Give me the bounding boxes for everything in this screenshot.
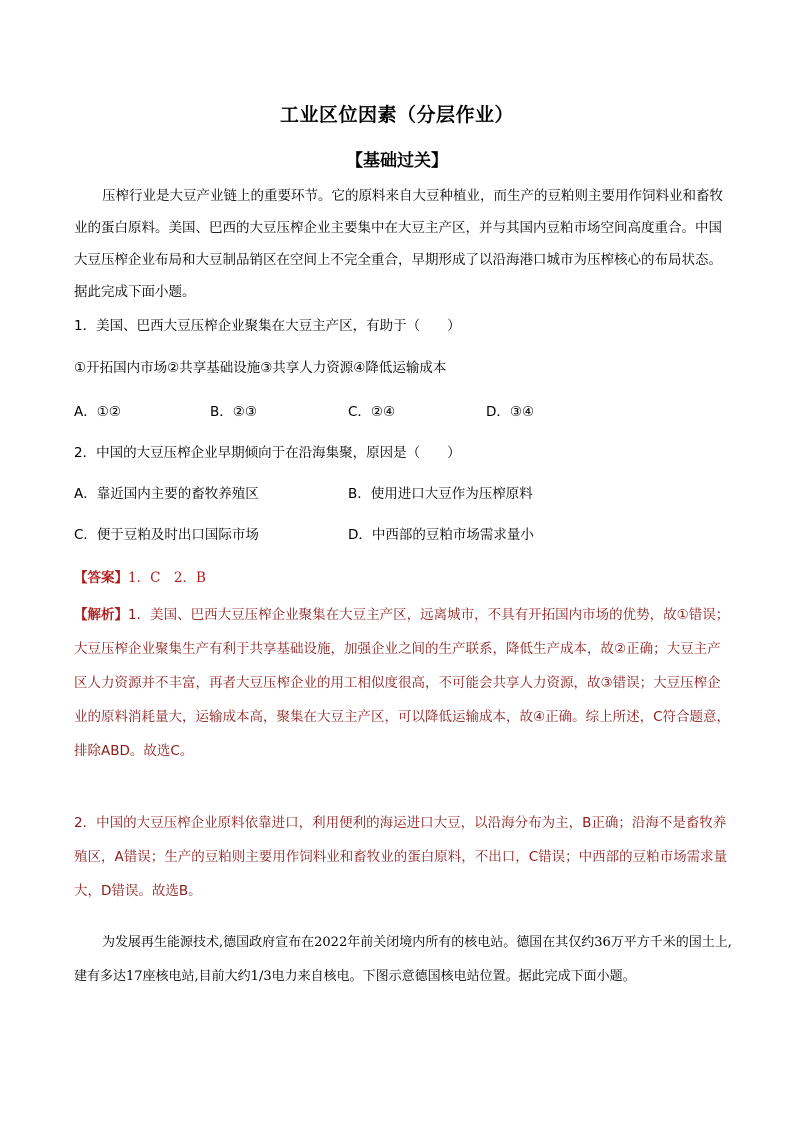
answer-line xyxy=(74,566,206,586)
question-2-option-c: C．便于豆粕及时出口国际市场 xyxy=(74,527,259,543)
answer-text: 1．C 2．B xyxy=(128,570,206,586)
question-1-option-b: B．②③ xyxy=(210,404,257,420)
question-1-items: ①开拓国内市场②共享基础设施③共享人力资源④降低运输成本 xyxy=(74,360,447,376)
question-1-stem: 1．美国、巴西大豆压榨企业聚集在大豆主产区，有助于（ ） xyxy=(74,318,461,334)
question-1-option-d: D．③④ xyxy=(486,404,535,420)
question-2-option-b: B．使用进口大豆作为压榨原料 xyxy=(348,486,533,502)
explanation-tag: 【解析】 xyxy=(74,607,128,623)
question-1-option-a: A．①② xyxy=(74,404,121,420)
answer-tag: 【答案】 xyxy=(74,570,128,586)
question-2-stem: 2．中国的大豆压榨企业早期倾向于在沿海集聚，原因是（ ） xyxy=(74,445,461,461)
section-heading: 【基础过关】 xyxy=(346,151,448,171)
explanation-text-1: 1．美国、巴西大豆压榨企业聚集在大豆主产区，远离城市，不具有开拓国内市场的优势，故①错误；大豆压榨企业聚集生产有利于共享基础设施，加强企业之间的生产联系，降低生产成本，故②正确；大豆主产区人力资源并不丰富，再者大豆压榨企业的用工相似度很高，不可能会共享人力资源，故③错误；大豆压榨企业的原料消耗量大，运输成本高，聚集在大豆主产区，可以降低运输成本，故④正确。综上所述，C符合题意，排除ABD。故选C。 xyxy=(74,607,731,759)
intro-passage: 压榨行业是大豆产业链上的重要环节。它的原料来自大豆种植业，而生产的豆粕则主要用作饲料业和畜牧业的蛋白原料。美国、巴西的大豆压榨企业主要集中在大豆主产区，并与其国内豆粕市场空间高度重合。中国大豆压榨企业布局和大豆制品销区在空间上不完全重合，早期形成了以沿海港口城市为压榨核心的布局状态。据此完成下面小题。 xyxy=(74,188,723,300)
explanation-paragraph-2: 2．中国的大豆压榨企业原料依靠进口，利用便利的海运进口大豆，以沿海分布为主，B正确；沿海不是畜牧养殖区，A错误；生产的豆粕则主要用作饲料业和畜牧业的蛋白原料，不出口，C错误；中西部的豆粕市场需求量大，D错误。故选B。 xyxy=(74,815,728,899)
question-1-option-c: C．②④ xyxy=(348,404,396,420)
explanation-paragraph-1 xyxy=(74,598,734,768)
question-2-option-a: A．靠近国内主要的畜牧养殖区 xyxy=(74,486,259,502)
page-title: 工业区位因素（分层作业） xyxy=(279,104,514,126)
question-2-option-d: D．中西部的豆粕市场需求量小 xyxy=(348,527,534,543)
passage-2: 为发展再生能源技术,德国政府宣布在2022年前关闭境内所有的核电站。德国在其仅约36万平方千米的国土上,建有多达17座核电站,目前大约1/3电力来自核电。下图示意德国核电站位置。据此完成下面小题。 xyxy=(74,935,732,984)
